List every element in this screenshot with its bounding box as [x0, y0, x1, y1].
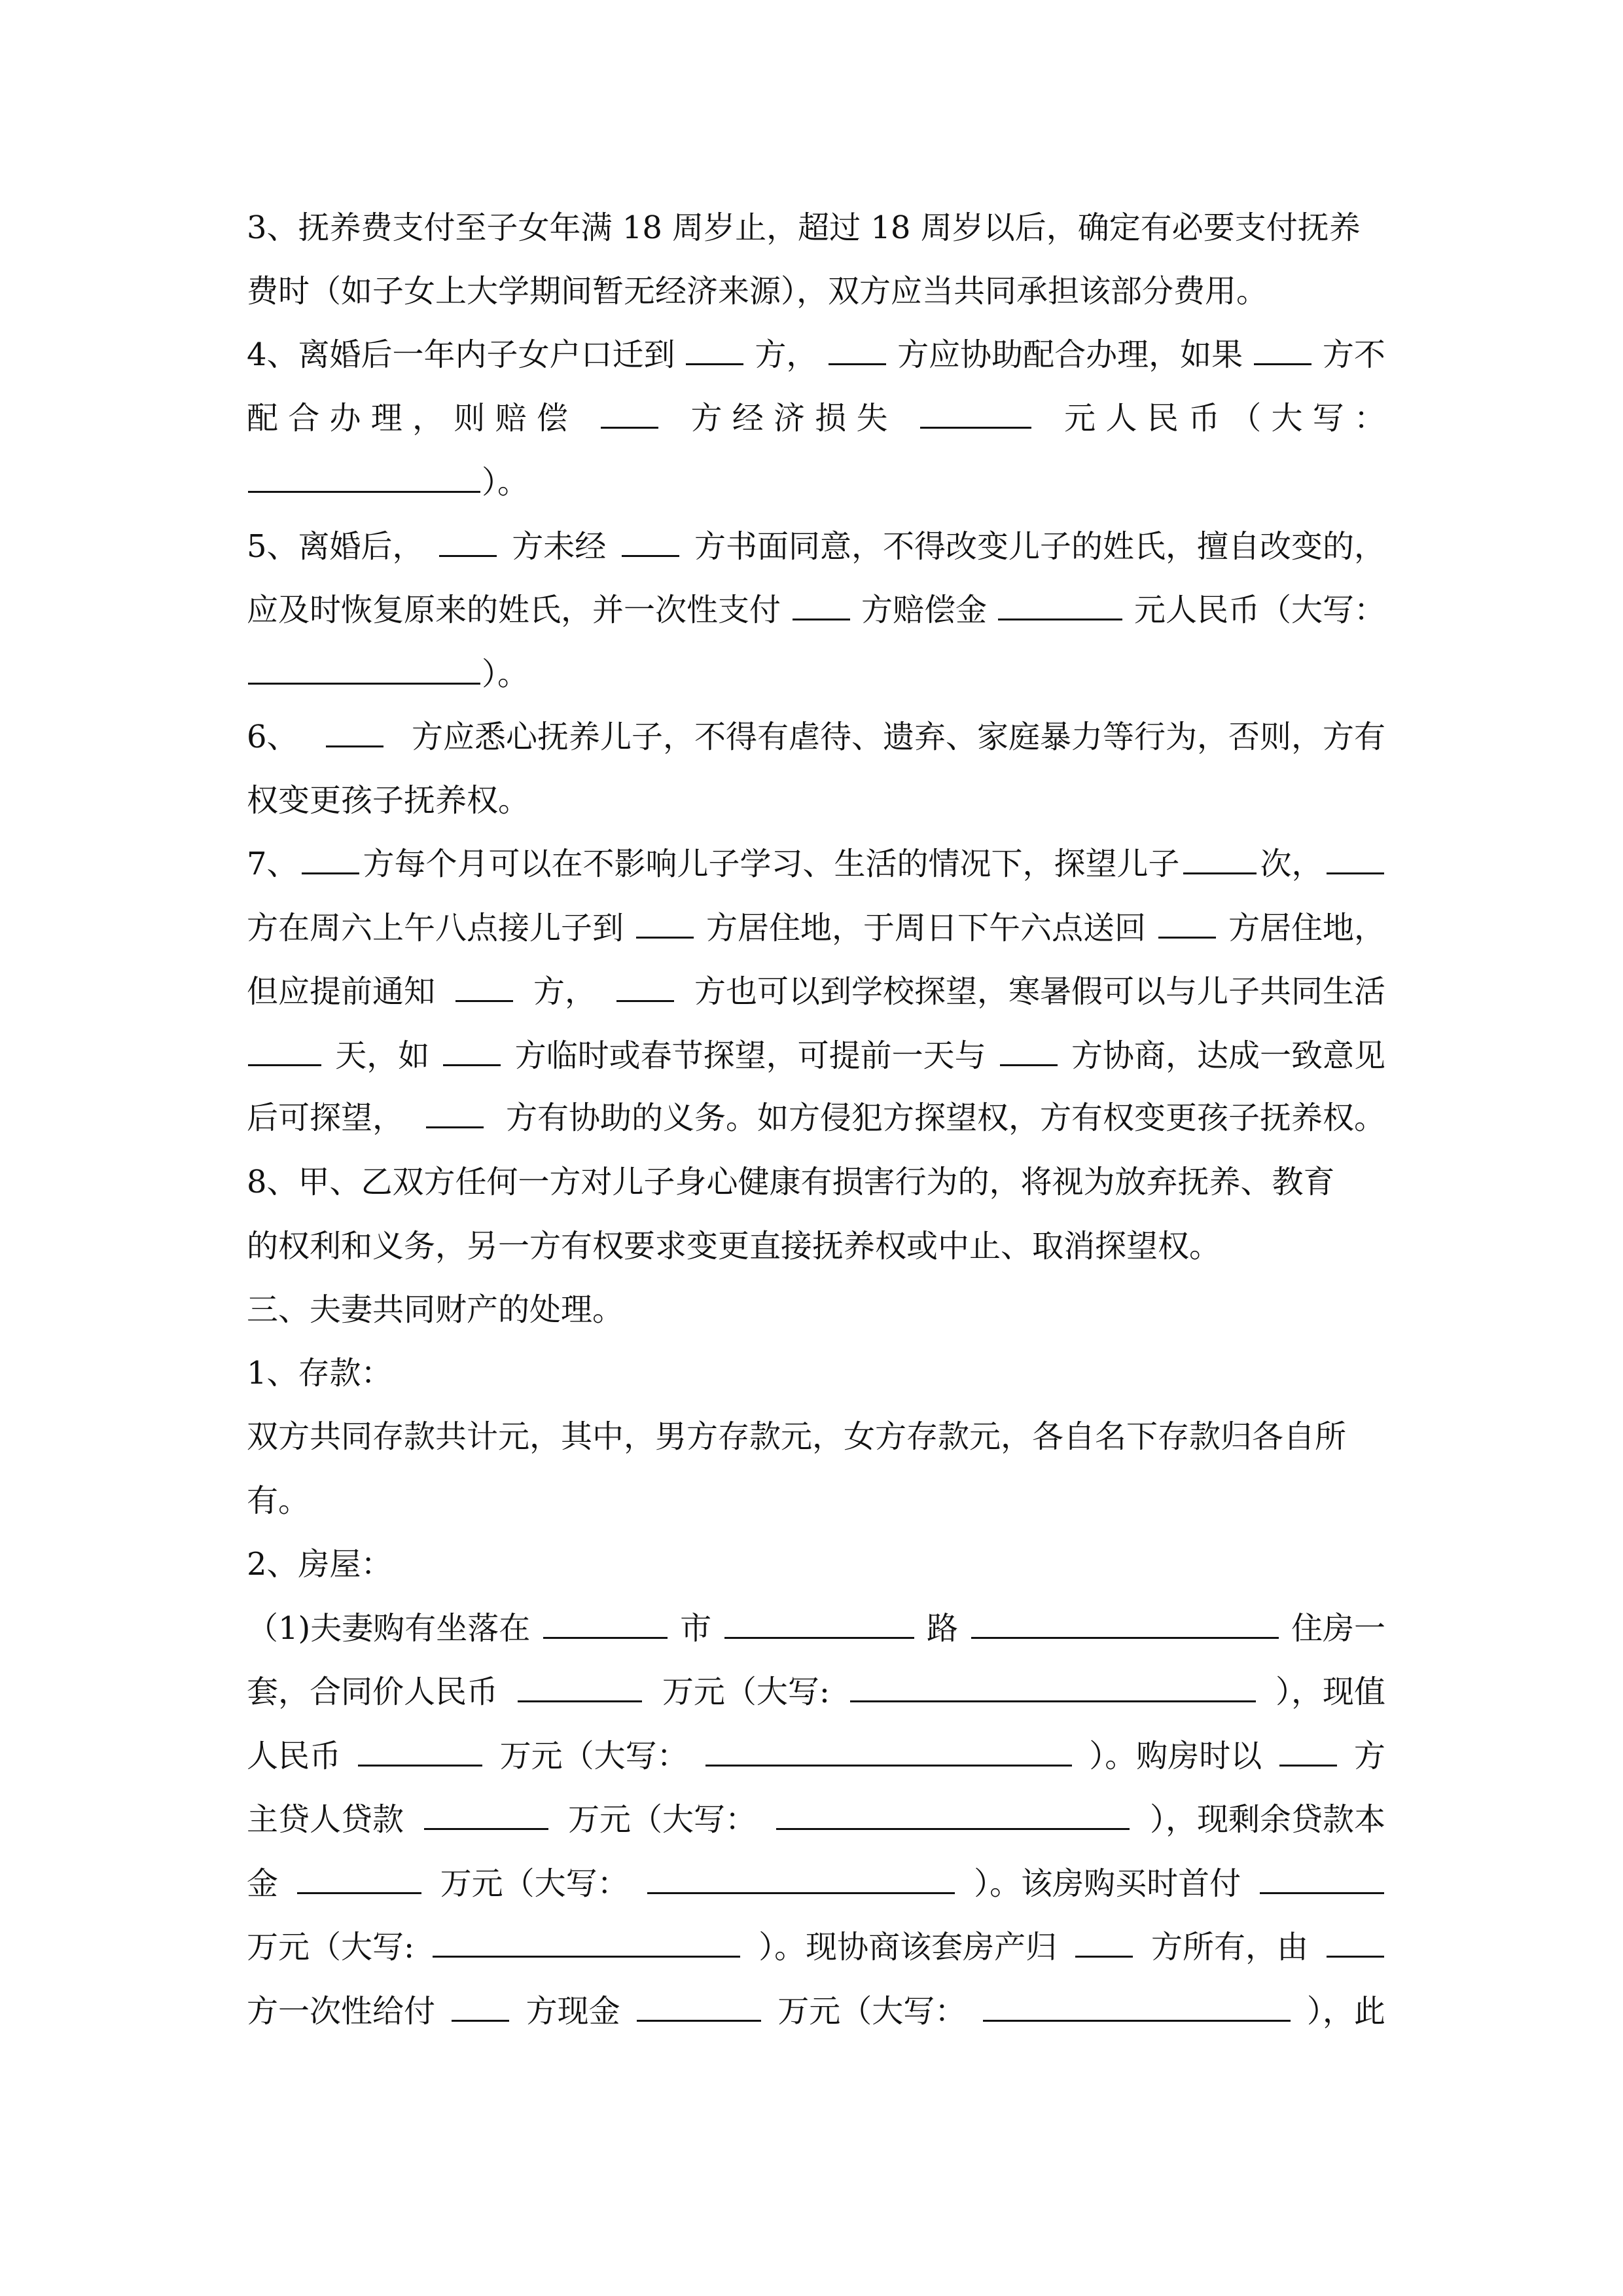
text-segment: （1)夫妻购有坐落在	[247, 1610, 531, 1647]
clause-6-text: 6、	[247, 719, 298, 755]
fill-blank[interactable]	[636, 908, 694, 939]
fill-blank[interactable]	[426, 1098, 484, 1128]
clause-3-text-cont: 费时（如子女上大学期间暂无经济来源），双方应当共同承担该部分费用。	[247, 273, 1268, 310]
text-line	[247, 1861, 1385, 1907]
fill-blank[interactable]	[439, 526, 497, 557]
text-segment: 市	[680, 1610, 712, 1647]
fill-blank[interactable]	[829, 334, 886, 365]
text-line	[247, 1988, 1385, 2034]
text-segment: 方也可以到学校探望，寒暑假可以与儿子共同生活	[694, 973, 1385, 1010]
fill-blank[interactable]	[1254, 334, 1311, 365]
text-line	[247, 651, 1385, 697]
clause-8-text: 8、甲、乙双方任何一方对儿子身心健康有损害行为的，将视为放弃抚养、教育	[247, 1164, 1335, 1200]
clause-4-text: 4、离婚后一年内子女户口迁到	[247, 336, 675, 373]
text-segment: 方居住地，于周日下午六点送回	[705, 910, 1146, 946]
text-line	[247, 905, 1385, 951]
fill-blank[interactable]	[998, 590, 1122, 620]
text-segment: 后可探望，	[247, 1100, 404, 1136]
text-line	[247, 1797, 1385, 1842]
subheading-deposits: 1、存款：	[247, 1355, 393, 1391]
text-segment: 但应提前通知	[247, 973, 436, 1010]
text-segment: 方居住地，	[1228, 910, 1385, 946]
text-segment: 方应悉心抚养儿子，不得有虐待、遗弃、家庭暴力等行为，否则，方有	[411, 719, 1385, 755]
text-line	[247, 587, 1385, 633]
fill-blank[interactable]	[1327, 1927, 1384, 1958]
clause-7-text: 7、	[247, 846, 298, 882]
text-segment: 方未经	[512, 528, 607, 565]
text-segment: 方有协助的义务。如方侵犯方探望权，方有权变更孩子抚养权。	[505, 1100, 1385, 1136]
text-segment: 次，	[1260, 846, 1323, 882]
text-segment: 方不	[1322, 336, 1385, 373]
text-segment: 方应协助配合办理，如果	[897, 336, 1243, 373]
fill-blank[interactable]	[686, 334, 743, 365]
text-segment: 有。	[247, 1482, 310, 1519]
text-segment: ）。	[482, 464, 529, 501]
text-segment: 应及时恢复原来的姓氏，并一次性支付	[247, 592, 781, 628]
text-segment: ），现值	[1275, 1674, 1385, 1710]
fill-blank[interactable]	[920, 398, 1031, 429]
text-segment: 方书面同意，不得改变儿子的姓氏，擅自改变的，	[694, 528, 1385, 565]
text-segment: 万元（大写：	[777, 1993, 967, 2030]
fill-blank[interactable]	[637, 1991, 761, 2022]
text-segment: 方	[1353, 1738, 1385, 1774]
fill-blank-road[interactable]	[724, 1608, 914, 1639]
text-line	[247, 714, 1385, 760]
fill-blank-amount-words[interactable]	[705, 1736, 1072, 1767]
text-segment: 万元（大写:	[247, 1929, 415, 1965]
text-line	[247, 1223, 1385, 1269]
fill-blank-amount-words[interactable]	[433, 1927, 740, 1958]
clause-5-text: 5、离婚后，	[247, 528, 424, 565]
text-line	[247, 1350, 1385, 1396]
text-segment: ）。现协商该套房产归	[758, 1929, 1058, 1965]
text-line	[247, 332, 1385, 378]
text-segment: ）。该房购买时首付	[974, 1865, 1241, 1902]
text-segment: 方 经 济 损 失	[690, 400, 888, 437]
text-segment: 路	[927, 1610, 959, 1647]
clause-3-text: 3、抚养费支付至子女年满 18 周岁止，超过 18 周岁以后，确定有必要支付抚养	[247, 209, 1361, 246]
fill-blank-amount-words[interactable]	[647, 1863, 955, 1894]
fill-blank[interactable]	[297, 1863, 421, 1894]
text-segment: 金	[247, 1865, 279, 1902]
text-segment: 住房一	[1291, 1610, 1385, 1647]
fill-blank[interactable]	[452, 1991, 509, 2022]
text-segment: 万元（大写：	[567, 1801, 757, 1838]
text-segment: 人民币	[247, 1738, 342, 1774]
text-segment: 主贷人贷款	[247, 1801, 404, 1838]
fill-blank[interactable]	[622, 526, 679, 557]
text-line	[247, 1033, 1385, 1079]
text-segment: 方在周六上午八点接儿子到	[247, 910, 624, 946]
text-line	[247, 1159, 1385, 1205]
text-segment: 天，如	[335, 1037, 430, 1074]
fill-blank-amount-words[interactable]	[850, 1672, 1256, 1702]
text-segment: ），此	[1306, 1993, 1385, 2030]
fill-blank-address[interactable]	[971, 1608, 1279, 1639]
fill-blank[interactable]	[1075, 1927, 1133, 1958]
text-segment: ）。购房时以	[1089, 1738, 1262, 1774]
text-line	[247, 1287, 1385, 1333]
fill-blank[interactable]	[793, 590, 850, 620]
text-segment: 套，合同价人民币	[247, 1674, 499, 1710]
text-segment: 方临时或春节探望，可提前一天与	[514, 1037, 986, 1074]
text-segment: 的权利和义务，另一方有权要求变更直接抚养权或中止、取消探望权。	[247, 1228, 1221, 1265]
text-line	[247, 1541, 1385, 1587]
fill-blank[interactable]	[443, 1035, 501, 1066]
fill-blank[interactable]	[358, 1736, 482, 1767]
text-segment: 方赔偿金	[861, 592, 987, 628]
text-line	[247, 1605, 1385, 1651]
text-line	[247, 268, 1385, 314]
fill-blank-amount-words[interactable]	[248, 654, 480, 685]
fill-blank[interactable]	[601, 398, 658, 429]
fill-blank-city[interactable]	[543, 1608, 668, 1639]
fill-blank[interactable]	[518, 1672, 642, 1702]
text-line	[247, 205, 1385, 251]
fill-blank-amount-words[interactable]	[776, 1799, 1130, 1830]
text-segment: 方，	[755, 336, 818, 373]
text-segment: ），现剩余贷款本	[1149, 1801, 1385, 1838]
fill-blank[interactable]	[1279, 1736, 1337, 1767]
text-line	[247, 841, 1385, 887]
text-line	[247, 1095, 1385, 1141]
text-line	[247, 459, 1385, 505]
text-segment: 万元（大写：	[499, 1738, 688, 1774]
fill-blank[interactable]	[1000, 1035, 1058, 1066]
text-segment: 元 人 民 币 （ 大 写 ：	[1064, 400, 1385, 437]
fill-blank-amount-words[interactable]	[248, 462, 480, 493]
fill-blank[interactable]	[248, 1035, 321, 1066]
text-line	[247, 969, 1385, 1014]
text-line	[247, 524, 1385, 569]
fill-blank[interactable]	[1158, 908, 1216, 939]
text-segment: 方，	[533, 973, 596, 1010]
fill-blank[interactable]	[455, 971, 513, 1002]
section-heading-property: 三、夫妻共同财产的处理。	[247, 1291, 624, 1328]
fill-blank[interactable]	[616, 971, 674, 1002]
text-segment: 方现金	[526, 1993, 620, 2030]
text-line	[247, 1414, 1385, 1460]
text-segment: 配 合 办 理 ， 则 赔 偿	[247, 400, 568, 437]
text-segment: 双方共同存款共计元，其中，男方存款元，女方存款元，各自名下存款归各自所	[247, 1418, 1347, 1455]
fill-blank[interactable]	[1260, 1863, 1384, 1894]
fill-blank[interactable]	[326, 717, 383, 747]
text-line	[247, 1733, 1385, 1779]
text-segment: 方每个月可以在不影响儿子学习、生活的情况下，探望儿子	[363, 846, 1180, 882]
fill-blank[interactable]	[302, 844, 359, 874]
fill-blank[interactable]	[1183, 844, 1257, 874]
text-segment: 元人民币（大写：	[1133, 592, 1385, 628]
text-segment: 方协商，达成一致意见	[1071, 1037, 1385, 1074]
text-line	[247, 778, 1385, 823]
text-segment: 万元（大写：	[440, 1865, 629, 1902]
text-segment: ）。	[482, 656, 529, 692]
text-line	[247, 1924, 1385, 1970]
subheading-house: 2、房屋：	[247, 1546, 393, 1583]
text-segment: 方一次性给付	[247, 1993, 436, 2030]
text-segment: 权变更孩子抚养权。	[247, 782, 530, 819]
text-line	[247, 1478, 1385, 1524]
fill-blank-amount-words[interactable]	[983, 1991, 1291, 2022]
fill-blank[interactable]	[1327, 844, 1384, 874]
text-line	[247, 1669, 1385, 1715]
text-segment: 万元（大写:	[662, 1674, 830, 1710]
fill-blank[interactable]	[424, 1799, 548, 1830]
text-line	[247, 395, 1385, 441]
text-segment: 方所有，由	[1151, 1929, 1309, 1965]
